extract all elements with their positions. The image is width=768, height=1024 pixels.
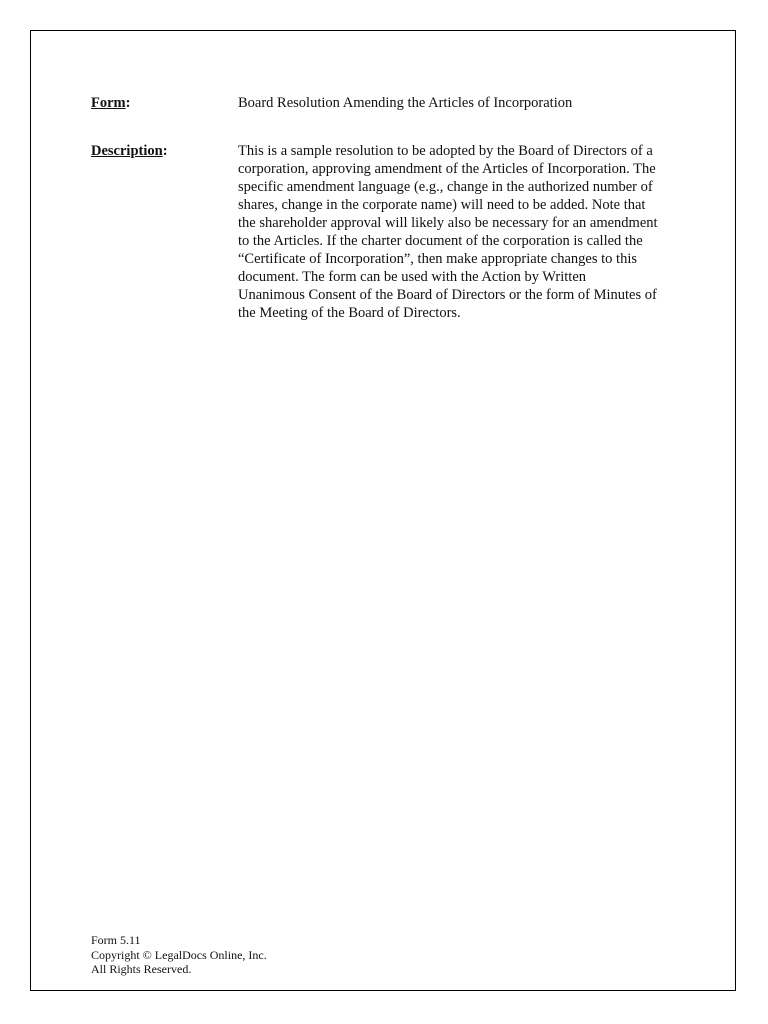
- document-page: [30, 30, 736, 991]
- description-line: “Certificate of Incorporation”, then make appropriate changes to this: [238, 251, 637, 267]
- description-label: Description:: [91, 143, 168, 159]
- description-line: specific amendment language (e.g., change in the authorized number of: [238, 179, 653, 195]
- description-line: This is a sample resolution to be adopted by the Board of Directors of a: [238, 143, 653, 159]
- description-line: the shareholder approval will likely also be necessary for an amendment: [238, 215, 658, 231]
- description-line: shares, change in the corporate name) will need to be added. Note that: [238, 197, 646, 213]
- description-line: to the Articles. If the charter document of the corporation is called the: [238, 233, 643, 249]
- footer-rights: All Rights Reserved.: [91, 962, 192, 976]
- description-line: document. The form can be used with the Action by Written: [238, 269, 587, 285]
- form-title: Board Resolution Amending the Articles of Incorporation: [238, 95, 573, 111]
- form-label: Form:: [91, 95, 131, 111]
- description-line: the Meeting of the Board of Directors.: [238, 305, 461, 321]
- description-text: [238, 142, 693, 322]
- footer: [91, 933, 267, 977]
- description-line: Unanimous Consent of the Board of Directors or the form of Minutes of: [238, 287, 657, 303]
- footer-form-number: Form 5.11: [91, 933, 141, 947]
- description-line: corporation, approving amendment of the Articles of Incorporation. The: [238, 161, 656, 177]
- footer-copyright: Copyright © LegalDocs Online, Inc.: [91, 947, 267, 962]
